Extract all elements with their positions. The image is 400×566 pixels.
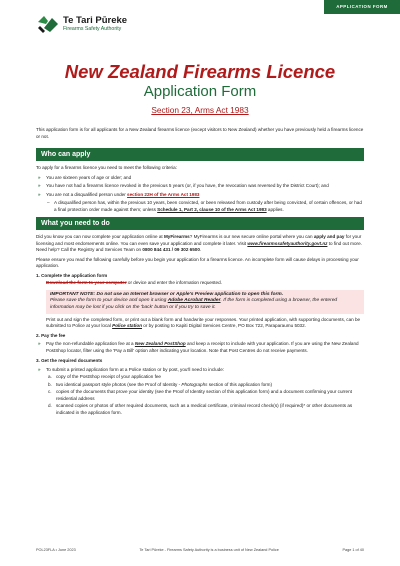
criteria-item: » You have not had a firearms licence revoked in the previous 5 years (or, if you have, the revocation was reversed by the District Court); and [36, 183, 364, 190]
form-code: POL23FLA • June 2023 [36, 548, 76, 552]
download-form-link[interactable]: Download the form to your computer [46, 280, 127, 286]
pay-fee-list [36, 341, 364, 354]
step-1 [36, 273, 364, 330]
who-can-apply-heading: Who can apply [36, 148, 364, 161]
documents-lead-list [36, 367, 364, 417]
online-paragraph: Did you know you can now complete your application online at MyFirearms? MyFirearms is our new secure online portal where you can apply and pay for your licensing and most endorsements online. You can even save your application and complete it later. Visit www.firearmssafetyauthority.govt.nz to find out more. Need help? Call the Registry and Services Team on 0800 844 431 / 09 302 6500. [36, 234, 362, 253]
list-item: a. copy of the PostShop receipt of your application fee [48, 374, 161, 380]
save-form-note: Please save the form to your device and open it using Adobe Acrobat Reader. If the form is completed using a browser, the entered information may be lost if you click on the 'back' button or if you try to save it. [50, 298, 338, 310]
documents-list [46, 374, 364, 416]
disqualified-note: – A disqualified person has, within the previous 10 years, been convicted, or been released from custody after being convicted, of certain offences, or had a final protection order made against them; unless Schedule 1, Part 2, clause 10 of the Arms Act 1983 applies. [46, 200, 364, 213]
criteria-lead: To apply for a firearms licence you need to meet the following criteria: [36, 165, 177, 171]
logo-name: Te Tari Pūreke [63, 14, 128, 26]
criteria-item: » You are not a disqualified person under section 22H of the Arms Act 1983 – A disqualified person has, within the previous 10 years, been convicted, or been released from custody after being convicted, of certain offences, or had a final protection order made against them; unless Schedule 1, Part 2, clause 10 of the Arms Act 1983 applies. [36, 192, 364, 214]
criteria-list [36, 175, 364, 214]
intro-paragraph: This application form is for all applicants for a New Zealand firearms licence (except visitors to New Zealand) whether you have previously held a firearms licence or not. [36, 127, 364, 139]
step-2-heading: 2. Pay the fee [36, 332, 66, 338]
section-reference-link[interactable]: Section 23, Arms Act 1983 [151, 105, 249, 115]
schedule-1-link[interactable]: Schedule 1, Part 2, clause 10 of the Arms Act 1983 [157, 206, 267, 212]
application-form-tag: APPLICATION FORM [324, 0, 400, 14]
step-3 [36, 358, 364, 416]
adobe-reader-link[interactable]: Adobe Acrobat Reader [167, 298, 221, 304]
registry-phone: 0800 844 431 / 09 302 6500 [142, 247, 200, 253]
important-note: IMPORTANT NOTE: Do not use an Internet browser or Apple's Preview application to open this form. [50, 291, 284, 297]
criteria-item: » You are sixteen years of age or older; and [36, 175, 364, 182]
footer-agency-note: Te Tari Pūreke - Firearms Safety Authority is a business unit of New Zealand Police [139, 548, 279, 552]
documents-lead: » To submit a printed application form at a Police station or by post, you'll need to include: a. copy of the PostShop receipt of your application fee b. two identical passport style photos (see the Proof of Identity - Photographs section of this application form) c. copies of the documents that prove your identity (see the Proof of Identity section of this application form) and a document confirming your current residential address d. scanned copies or photos of other required documents, such as a medical certificate, criminal record check(s) (if required)* or other documents as indicated in the application form. [36, 367, 364, 417]
important-note-box [46, 290, 364, 314]
list-item: c. copies of the documents that prove your identity (see the Proof of Identity section of this application form) and a document confirming your current residential address [48, 389, 352, 401]
page-footer [36, 548, 364, 553]
police-station-link[interactable]: Police station [112, 323, 143, 329]
step-2 [36, 333, 364, 355]
list-item: b. two identical passport style photos (see the Proof of Identity - Photographs section of this application form) [48, 381, 273, 387]
agency-logo [36, 14, 127, 34]
page-title: New Zealand Firearms Licence [64, 61, 336, 82]
step-1-heading: 1. Complete the application form [36, 272, 108, 278]
print-sign-paragraph: Print out and sign the completed form, or print out a blank form and handwrite your responses. Your printed application, with supporting documents, can be submitted to Police at your local Police station or by posting to Kapiti Digital Services Centre, PO Box 722, Paraparaumu 5032. [46, 316, 361, 329]
what-you-need-heading: What you need to do [36, 217, 364, 230]
logo-subtitle: Firearms Safety Authority [63, 25, 122, 32]
download-line: Download the form to your computer or device and enter the information requested. [46, 280, 222, 286]
pay-fee-item: » Pay the non-refundable application fee at a New Zealand PostShop and keep a receipt to include with your application. If you are using the New Zealand PostShop locator, filter using the 'Pay a Bill' option after indicating your location. Note that Post Centres do not receive payments. [36, 341, 364, 354]
list-item: d. scanned copies or photos of other required documents, such as a medical certificate, criminal record check(s) (if required)* or other documents as indicated in the application form. [48, 403, 353, 415]
myfirearms-link[interactable]: MyFirearms [163, 234, 190, 240]
section-22h-link[interactable]: section 22H of the Arms Act 1983 [127, 191, 200, 197]
page-subtitle: Application Form [143, 83, 257, 100]
read-carefully-paragraph: Please ensure you read the following carefully before you begin your application for a firearms licence. An incomplete form will cause delays in processing your application. [36, 256, 359, 269]
step-3-heading: 3. Get the required documents [36, 358, 103, 364]
page-number: Page 1 of 40 [342, 548, 364, 552]
postshop-link[interactable]: New Zealand PostShop [134, 341, 186, 347]
koru-leaf-icon [36, 14, 60, 34]
form-content [36, 127, 364, 420]
fsa-website-link[interactable]: www.firearmssafetyauthority.govt.nz [247, 240, 328, 246]
